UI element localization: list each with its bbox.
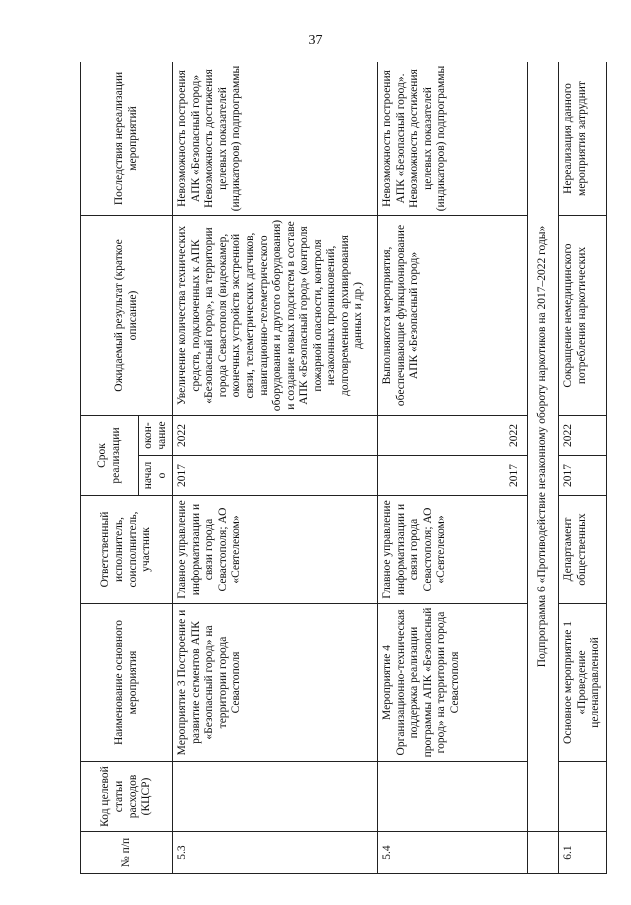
header-term-end: окон- чание xyxy=(139,416,173,456)
header-term-start: начало xyxy=(139,456,173,496)
header-number: № п/п xyxy=(81,832,173,874)
header-expected-result: Ожидаемый результат (краткое описание) xyxy=(81,216,173,416)
row-consequences: Невозможность построения АПК «Безопасный город». Невозможность достижения целевых показателей (индикаторов) подпрограммы xyxy=(378,62,528,216)
row-term-end: 2022 xyxy=(378,416,528,456)
row-term-start: 2017 xyxy=(173,456,378,496)
row-code xyxy=(378,762,528,832)
header-consequences: Последствия нереализации мероприятий xyxy=(81,62,173,216)
subprogram-title: Подпрограмма 6 «Противодействие незаконному обороту наркотиков на 2017–2022 годы» xyxy=(528,62,559,832)
header-activity-name: Наименование основного мероприятия xyxy=(81,604,173,762)
row-responsible: Главное управление информатизации и связи города Севастополя; АО «Севтелеком» xyxy=(173,496,378,604)
row-term-start: 2017 xyxy=(559,456,607,496)
page-number: 37 xyxy=(308,33,323,48)
row-activity-name: Мероприятие 3 Построение и развитие сегментов АПК «Безопасный город» на территории города Севастополя xyxy=(173,604,378,762)
rotated-table-container xyxy=(80,62,612,874)
header-term: Срок реализации xyxy=(81,416,139,496)
header-responsible: Ответственный исполнитель, соисполнитель, участник xyxy=(81,496,173,604)
row-term-end: 2022 xyxy=(173,416,378,456)
subprogram-row xyxy=(528,62,559,874)
table-row xyxy=(378,62,528,874)
row-activity-name: Мероприятие 4 Организационно-техническая поддержка реализации программы АПК «Безопасный город» на территории города Севастополя xyxy=(378,604,528,762)
row-term-end: 2022 xyxy=(559,416,607,456)
row-code xyxy=(173,762,378,832)
row-consequences: Невозможность построения АПК «Безопасный город» Невозможность достижения целевых показателей (индикаторов) подпрограммы xyxy=(173,62,378,216)
row-activity-name: Основное мероприятие 1 «Проведение целенаправленной xyxy=(559,604,607,762)
program-activities-table xyxy=(80,62,607,874)
row-responsible: Главное управление информатизации и связи города Севастополя; АО «Севтелеком» xyxy=(378,496,528,604)
row-expected-result: Сокращение немедицинского потребления наркотических xyxy=(559,216,607,416)
row-number: 6.1 xyxy=(559,832,607,874)
row-consequences: Нереализация данного мероприятия затруднит xyxy=(559,62,607,216)
row-responsible: Департамент общественных xyxy=(559,496,607,604)
row-term-start: 2017 xyxy=(378,456,528,496)
row-code xyxy=(559,762,607,832)
header-row-1 xyxy=(81,62,139,874)
row-number: 5.3 xyxy=(173,832,378,874)
row-number: 5.4 xyxy=(378,832,528,874)
table-row xyxy=(173,62,378,874)
rotated-table-viewport xyxy=(80,62,612,874)
header-code: Код целевой статьи расходов (КЦСР) xyxy=(81,762,173,832)
row-expected-result: Выполняются мероприятия, обеспечивающие функционирование АПК «Безопасный город» xyxy=(378,216,528,416)
table-row xyxy=(559,62,607,874)
row-expected-result: Увеличение количества технических средств, подключенных к АПК «Безопасный город», на территории города Севастополя (видеокамер, оконечных устройств экстренной связи, телеметрических датчиков, навигационно-телеметрического оборудования и другого оборудования) и создание новых подсистем в составе АПК «Безопасный город» (контроля пожарной опасности, контроля незаконных проникновений, долговременного архивирования данных и др.) xyxy=(173,216,378,416)
